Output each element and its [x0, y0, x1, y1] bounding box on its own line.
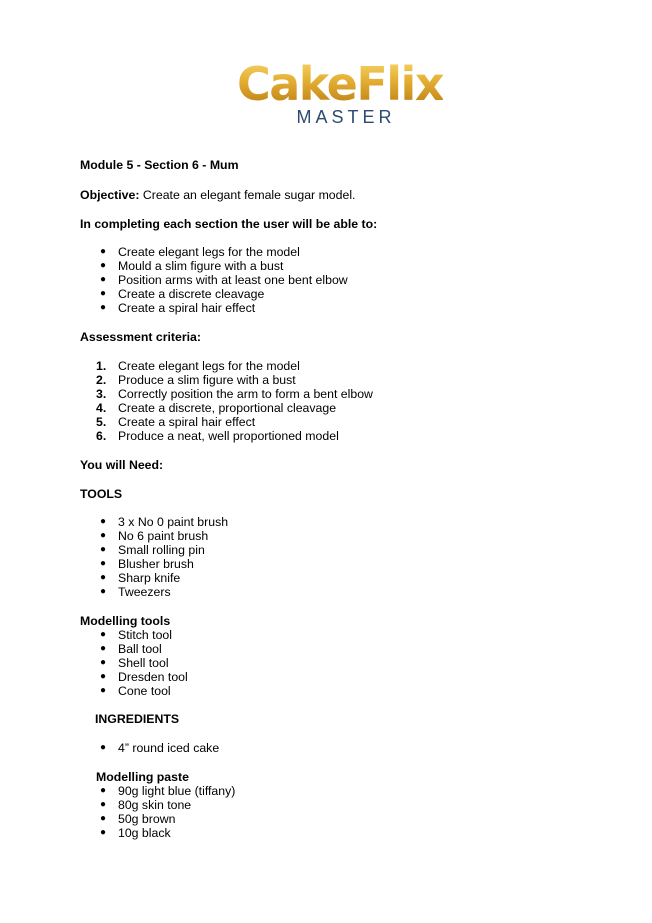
paste-heading: Modelling paste: [96, 770, 189, 784]
bullet-icon: ●: [99, 685, 107, 696]
need-heading: You will Need:: [80, 458, 164, 472]
logo-wordmark: CakeFlix: [209, 58, 443, 110]
logo-subtitle: MASTER: [296, 107, 396, 127]
cakeflix-logo: [0, 58, 652, 126]
ingredients-heading: INGREDIENTS: [95, 712, 180, 726]
bullet-icon: ●: [99, 572, 107, 583]
bullet-icon: ●: [99, 260, 107, 271]
assessment-heading: Assessment criteria:: [80, 330, 201, 344]
bullet-icon: ●: [99, 288, 107, 299]
bullet-icon: ●: [99, 785, 107, 796]
bullet-icon: ●: [99, 558, 107, 569]
bullet-icon: ●: [99, 671, 107, 682]
bullet-icon: ●: [99, 799, 107, 810]
modelling-tools-heading: Modelling tools: [80, 614, 171, 628]
completing-heading: In completing each section the user will be able to:: [80, 217, 378, 231]
bullet-icon: ●: [99, 274, 107, 285]
bullet-icon: ●: [99, 246, 107, 257]
objective-label: Objective:: [80, 188, 140, 202]
bullet-icon: ●: [99, 544, 107, 555]
bullet-icon: ●: [99, 657, 107, 668]
bullet-icon: ●: [99, 629, 107, 640]
bullet-icon: ●: [99, 516, 107, 527]
objective-line: [80, 188, 355, 202]
tools-heading: TOOLS: [80, 487, 123, 501]
module-title: Module 5 - Section 6 - Mum: [80, 158, 239, 172]
bullet-icon: ●: [99, 827, 107, 838]
bullet-icon: ●: [99, 530, 107, 541]
bullet-icon: ●: [99, 742, 107, 753]
objective-text: Create an elegant female sugar model.: [139, 188, 356, 202]
bullet-icon: ●: [99, 586, 107, 597]
bullet-icon: ●: [99, 813, 107, 824]
bullet-icon: ●: [99, 302, 107, 313]
bullet-icon: ●: [99, 643, 107, 654]
